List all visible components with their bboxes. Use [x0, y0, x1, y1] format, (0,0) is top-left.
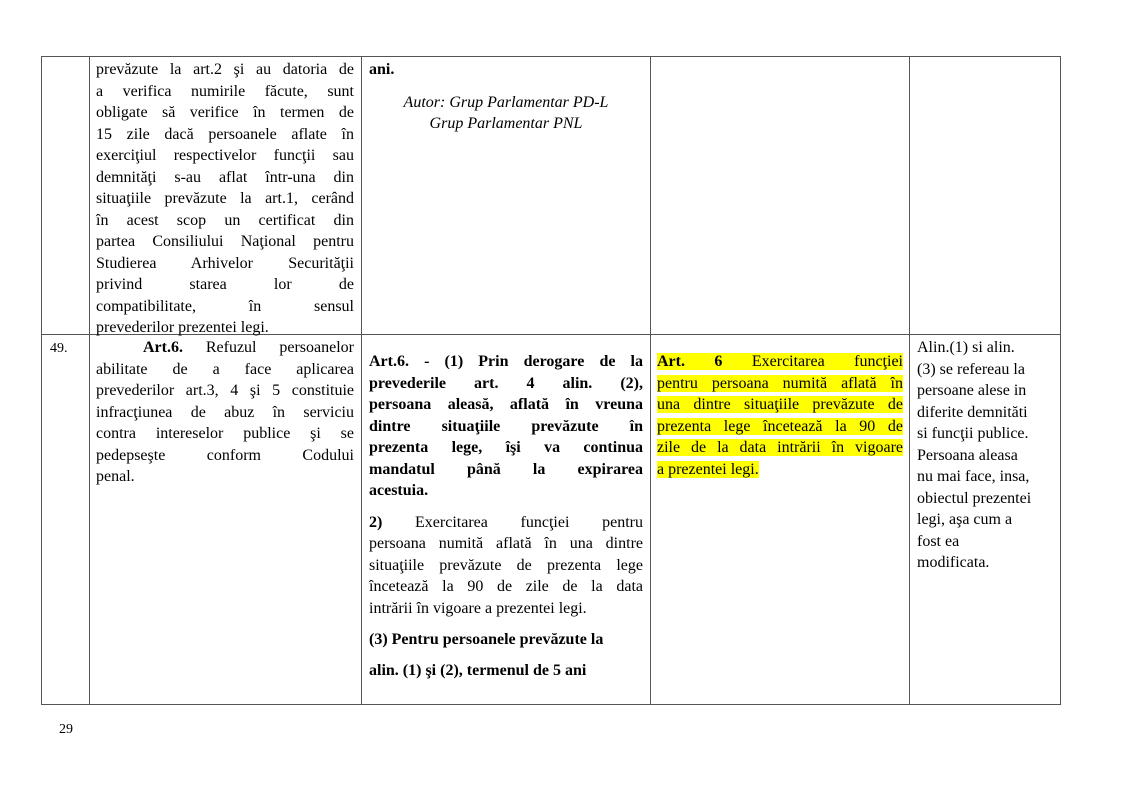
- row49-amendment-text: [369, 351, 643, 681]
- article-first-line: Refuzul persoanelor: [182, 339, 354, 356]
- original-text-line: contra intereselor publice şi se: [96, 425, 354, 442]
- column-divider: [361, 57, 362, 704]
- amendment-line: persoana numită aflată în una dintre: [369, 535, 643, 552]
- motivation-line: obiectul prezentei: [917, 489, 1032, 507]
- original-text-line: exerciţiul respectivelor funcţii sau: [96, 147, 354, 164]
- original-text-line: 15 zile dacă persoanele aflate în: [96, 125, 354, 143]
- motivation-line: Persoana aleasa: [917, 446, 1018, 464]
- paragraph-line: (3) Pentru persoanele prevăzute la: [369, 631, 604, 648]
- original-text-line: situaţiile prevăzute la art.1, cerând: [96, 190, 354, 207]
- row49-motivation: [917, 337, 1057, 574]
- motivation-line: modificata.: [917, 554, 990, 571]
- amendment-line: mandatul până la expirarea: [369, 460, 643, 478]
- original-text-line: partea Consiliului Naţional pentru: [96, 233, 354, 250]
- original-text-line: prevăzute la art.2 şi au datoria de: [96, 61, 354, 78]
- motivation-line: fost ea: [917, 532, 960, 550]
- top-row-original-text: [96, 59, 354, 339]
- original-text-line: în acest scop un certificat din: [96, 211, 354, 229]
- original-text-line: Studierea Arhivelor Securităţii: [96, 254, 354, 272]
- author-line: Grup Parlamentar PNL: [429, 115, 583, 132]
- motivation-line: legi, aşa cum a: [917, 511, 1013, 528]
- highlighted-line: a prezentei legi.: [657, 460, 759, 478]
- row49-commission-text: [657, 351, 903, 480]
- original-text-line: pedepseşte conform Codului: [96, 446, 354, 464]
- amendment-line: persoana aleasă, aflată în vreuna: [369, 396, 643, 413]
- amendment-line: încetează la 90 de zile de la data: [369, 578, 643, 595]
- paragraph-label: 2): [369, 513, 383, 531]
- paragraph-line: alin. (1) şi (2), termenul de 5 ani: [369, 661, 587, 679]
- amendment-continuation: ani.: [369, 61, 395, 78]
- amendment-line: prevederile art. 4 alin. (2),: [369, 374, 643, 392]
- amendments-table: [41, 56, 1061, 705]
- original-text-line: privind starea lor de: [96, 276, 354, 293]
- amendment-line: Art.6. - (1) Prin derogare de la: [369, 353, 643, 370]
- row49-original-text: [96, 337, 354, 488]
- amendment-line: intrării în vigoare a prezentei legi.: [369, 599, 587, 617]
- motivation-line: (3) se refereau la: [917, 360, 1025, 378]
- amendment-line: situaţiile prevăzute de prezenta lege: [369, 556, 643, 574]
- amendment-line: dintre situaţiile prevăzute în: [369, 417, 643, 435]
- amendment-paragraph-3: [369, 629, 643, 681]
- original-text-line: demnităţi s-au aflat într-una din: [96, 168, 354, 186]
- motivation-line: nu mai face, insa,: [917, 468, 1030, 485]
- motivation-line: Alin.(1) si alin.: [917, 339, 1015, 356]
- highlighted-line: pentru persoana numită aflată în: [657, 374, 903, 392]
- highlighted-line: zile de la data intrării în vigoare: [657, 439, 903, 456]
- article-label: Art.6.: [143, 339, 183, 356]
- row-number: 49.: [50, 341, 68, 356]
- amendment-line: acestuia.: [369, 482, 429, 499]
- motivation-line: persoane alese in: [917, 382, 1027, 399]
- motivation-line: si funcţii publice.: [917, 425, 1029, 442]
- amendment-line: prezenta lege, îşi va continua: [369, 439, 643, 456]
- original-text-line: prevederilor art.3, 4 şi 5 constituie: [96, 382, 354, 399]
- original-text-line: abilitate de a face aplicarea: [96, 360, 354, 378]
- original-text-line: obligate să verifice în termen de: [96, 104, 354, 121]
- amendment-paragraph-2: [369, 512, 643, 620]
- column-divider: [650, 57, 651, 704]
- article-label: Art. 6: [657, 353, 723, 370]
- original-text-line: a verifica numirile făcute, sunt: [96, 82, 354, 100]
- page-number: 29: [59, 722, 73, 737]
- amendment-paragraph-1: [369, 351, 643, 502]
- motivation-line: diferite demnităti: [917, 403, 1028, 421]
- original-text-line: penal.: [96, 468, 135, 485]
- original-text-line: compatibilitate, în sensul: [96, 297, 354, 315]
- author-line: Autor: Grup Parlamentar PD-L: [403, 93, 609, 111]
- column-divider: [89, 57, 90, 704]
- highlighted-line: una dintre situaţiile prevăzute de: [657, 396, 903, 413]
- paragraph-first-line: Exercitarea funcţiei pentru: [382, 513, 643, 531]
- highlighted-first-line: Exercitarea funcţiei: [722, 353, 903, 370]
- top-row-amendment: [369, 59, 643, 135]
- original-text-line: prevederilor prezentei legi.: [96, 319, 269, 336]
- column-divider: [909, 57, 910, 704]
- highlighted-line: prezenta lege încetează la 90 de: [657, 417, 903, 435]
- original-text-line: infracţiunea de abuz în serviciu: [96, 403, 354, 421]
